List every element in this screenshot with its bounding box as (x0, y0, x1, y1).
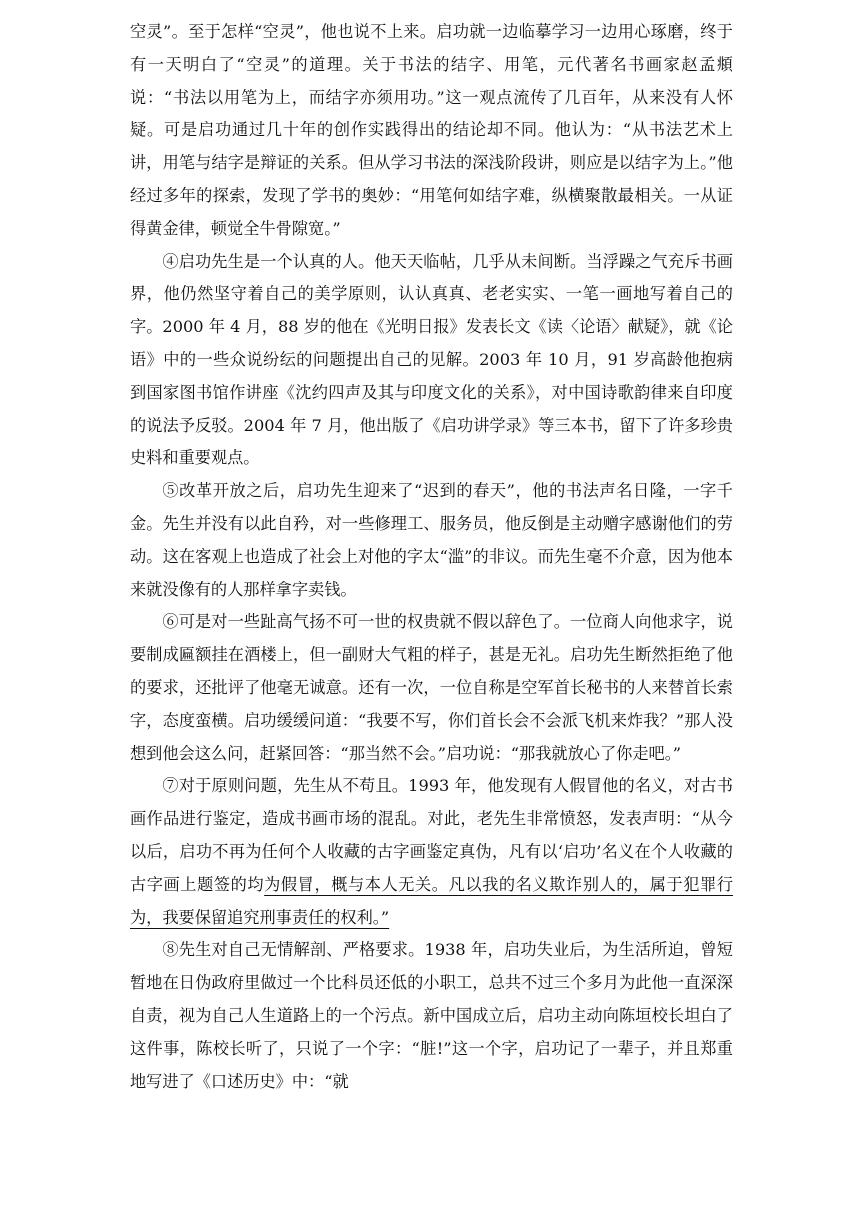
paragraph-continued: 空灵”。至于怎样“空灵”，他也说不上来。启功就一边临摹学习一边用心琢磨，终于有一天明白了“空灵”的道理。关于书法的结字、用笔，元代著名书画家赵孟頫说：“书法以用笔为上，而结字亦须用功。”这一观点流传了几百年，从来没有人怀疑。可是启功通过几十年的创作实践得出的结论却不同。他认为：“从书法艺术上讲，用笔与结字是辩证的关系。但从学习书法的深浅阶段讲，则应是以结字为上。”他经过多年的探索，发现了学书的奥妙：“用笔何如结字难，纵横聚散最相关。一从证得黄金律，顿觉全牛骨隙宽。” (130, 22, 733, 238)
document-page (130, 0, 733, 1098)
paragraph-4: ④启功先生是一个认真的人。他天天临帖，几乎从未间断。当浮躁之气充斥书画界，他仍然坚守着自己的美学原则，认认真真、老老实实、一笔一画地写着自己的字。2000 年 4 月，88 岁的他在《光明日报》发表长文《读〈论语〉献疑》，就《论语》中的一些众说纷纭的问题提出自己的见解。2003 年 10 月，91 岁高龄他抱病到国家图书馆作讲座《沈约四声及其与印度文化的关系》，对中国诗歌韵律来自印度的说法予反驳。2004 年 7 月，他出版了《启功讲学录》等三本书，留下了许多珍贵史料和重要观点。 (130, 251, 733, 468)
paragraph-6: ⑥可是对一些趾高气扬不可一世的权贵就不假以辞色了。一位商人向他求字，说要制成匾额挂在酒楼上，但一副财大气粗的样子，甚是无礼。启功先生断然拒绝了他的要求，还批评了他毫无诚意。还有一次，一位自称是空军首长秘书的人来替首长索字，态度蛮横。启功缓缓问道：“我要不写，你们首长会不会派飞机来炸我？”那人没想到他会这么问，赶紧回答：“那当然不会。”启功说：“那我就放心了你走吧。” (130, 612, 733, 763)
paragraph-5: ⑤改革开放之后，启功先生迎来了“迟到的春天”，他的书法声名日隆，一字千金。先生并没有以此自矜，对一些修理工、服务员，他反倒是主动赠字感谢他们的劳动。这在客观上也造成了社会上对他的字太“滥”的非议。而先生毫不介意，因为他本来就没像有的人那样拿字卖钱。 (130, 481, 733, 599)
paragraph-7-underlined-text: 为假冒，概与本人无关。凡以我的名义欺诈别人的，属于犯罪行为，我要保留追究刑事责任的权利。” (130, 874, 734, 927)
paragraph-7-text: ⑦对于原则问题，先生从不苟且。1993 年，他发现有人假冒他的名义，对古书画作品进行鉴定，造成书画市场的混乱。对此，老先生非常愤怒，发表声明：“从今以后，启功不再为任何个人收藏的古字画鉴定真伪，凡有以‘启功’名义在个人收藏的古字画上题签的均 (130, 776, 733, 894)
paragraph-7 (130, 770, 733, 934)
paragraph-8: ⑧先生对自己无情解剖、严格要求。1938 年，启功失业后，为生活所迫，曾短暂地在日伪政府里做过一个比科员还低的小职工，总共不过三个多月为此他一直深深自责，视为自己人生道路上的一个污点。新中国成立后，启功主动向陈垣校长坦白了这件事，陈校长听了，只说了一个字：“脏!”这一个字，启功记了一辈子，并且郑重地写进了《口述历史》中：“就 (130, 940, 733, 1091)
